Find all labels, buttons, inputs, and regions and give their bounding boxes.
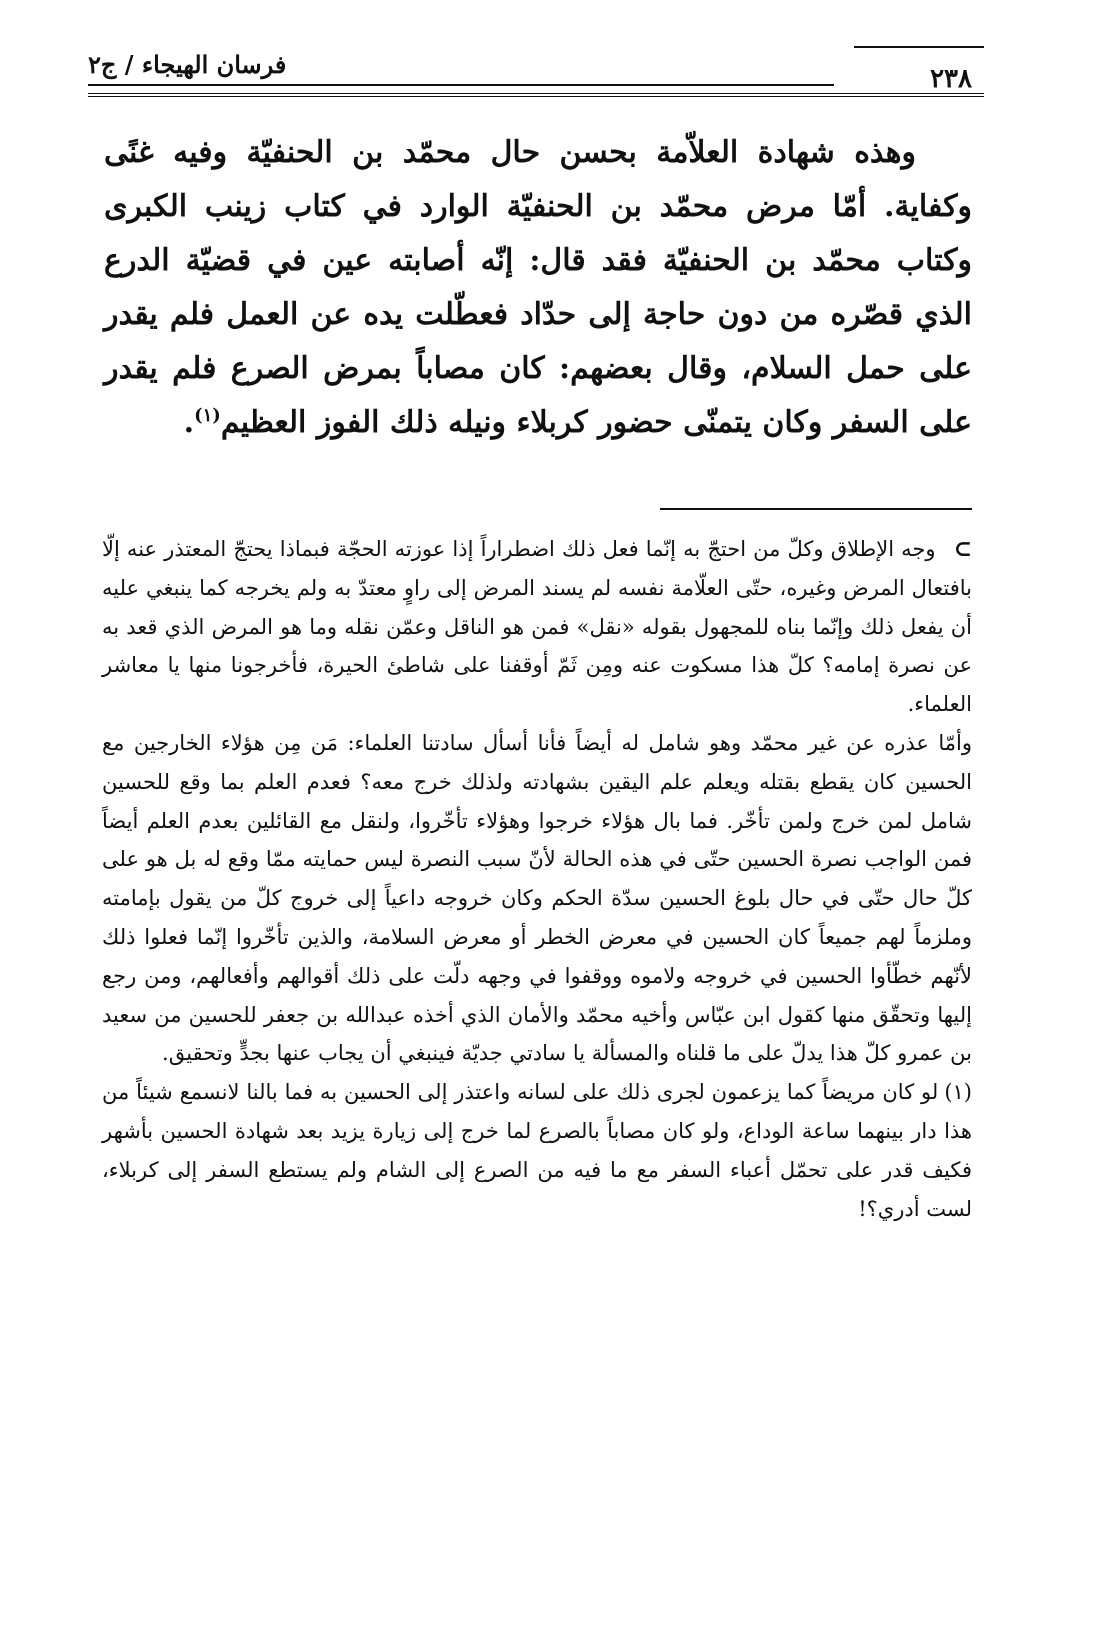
main-text (104, 126, 972, 450)
header-rule (88, 84, 834, 86)
footnote-1-number: (١) (944, 1080, 972, 1105)
main-paragraph-text: وهذه شهادة العلاّمة بحسن حال محمّد بن الحنفيّة وفيه غنًى وكفاية. أمّا مرض محمّد بن الحنفيّة الوارد في كتاب زينب الكبرى وكتاب محمّد بن الحنفيّة فقد قال: إنّه أصابته عين في قضيّة الدرع الذي قصّره من دون حاجة إلى حدّاد فعطّلت يده عن العمل فلم يقدر على حمل السلام، وقال بعضهم: كان مصاباً بمرض الصرع فلم يقدر على السفر وكان يتمنّى حضور كربلاء ونيله ذلك الفوز العظيم (104, 135, 972, 440)
footnote-separator (660, 508, 972, 510)
footnote-continuation-paragraph (102, 530, 972, 724)
footnote-1-text: لو كان مريضاً كما يزعمون لجرى ذلك على لسانه واعتذر إلى الحسين به فما بالنا لانسمع شيئاً من هذا دار بينهما ساعة الوداع، ولو كان مصاباً بالصرع لما خرج إلى زيارة يزيد بعد شهادة الحسين بأشهر فكيف قدر على تحمّل أعباء السفر مع ما فيه من الصرع إلى الشام ولم يستطع السفر إلى كربلاء، لست أدري؟! (102, 1080, 972, 1221)
header-double-rule (88, 93, 984, 97)
continuation-icon: ⊃ (953, 536, 972, 562)
header-rule-cap (854, 46, 984, 48)
main-paragraph-end: . (183, 405, 195, 440)
page-number: ٢٣٨ (930, 64, 972, 94)
footnote-reference: (١) (194, 405, 221, 426)
footnotes (102, 530, 972, 1228)
running-title: فرسان الهيجاء / ج٢ (88, 50, 287, 79)
footnote-1 (102, 1073, 972, 1228)
main-paragraph (104, 126, 972, 450)
footnote-continuation-text: وجه الإطلاق وكلّ من احتجّ به إنّما فعل ذلك اضطراراً إذا عوزته الحجّة فبماذا يحتجّ المعتذر عنه إلّا بافتعال المرض وغيره، حتّى العلّامة نفسه لم يسند المرض إلى راوٍ معتدّ به ولم يخرجه كما ينبغي عليه أن يفعل ذلك وإنّما بناه للمجهول بقوله «نقل» فمن هو الناقل وعمّن نقله وما هو المرض الذي قعد به عن نصرة إمامه؟ كلّ هذا مسكوت عنه ومِن ثَمّ أوقفنا على شاطئ الحيرة، فأخرجونا منها يا معاشر العلماء. (102, 537, 972, 717)
footnote-continuation-paragraph-2: وأمّا عذره عن غير محمّد وهو شامل له أيضاً فأنا أسأل سادتنا العلماء: مَن مِن هؤلاء الخارجين مع الحسين كان يقطع بقتله ويعلم علم اليقين بشهادته ولذلك خرج معه؟ فعدم العلم بما وقع للحسين شامل لمن خرج ولمن تأخّر. فما بال هؤلاء خرجوا وهؤلاء تأخّروا، ولنقل مع القائلين بعدم العلم أيضاً فمن الواجب نصرة الحسين حتّى في هذه الحالة لأنّ سبب النصرة ليس حمايته ممّا وقع له بل هو على كلّ حال حتّى في حال بلوغ الحسين سدّة الحكم وكان خروجه داعياً إلى خروج كلّ من يقول بإمامته وملزماً لهم جميعاً كان الحسين في معرض الخطر أو معرض السلامة، والذين تأخّروا إنّما فعلوا ذلك لأنّهم خطّأوا الحسين في خروجه ولاموه ووقفوا في وجهه دلّت على ذلك أقوالهم وأفعالهم، ومن رجع إليها وتحقّق منها كقول ابن عبّاس وأخيه محمّد والأمان الذي أخذه عبدالله بن جعفر للحسين من سعيد بن عمرو كلّ هذا يدلّ على ما قلناه والمسألة يا سادتي جديّة فينبغي أن يجاب عنها بجدٍّ وتحقيق. (102, 730, 972, 1066)
page-header (88, 40, 984, 100)
